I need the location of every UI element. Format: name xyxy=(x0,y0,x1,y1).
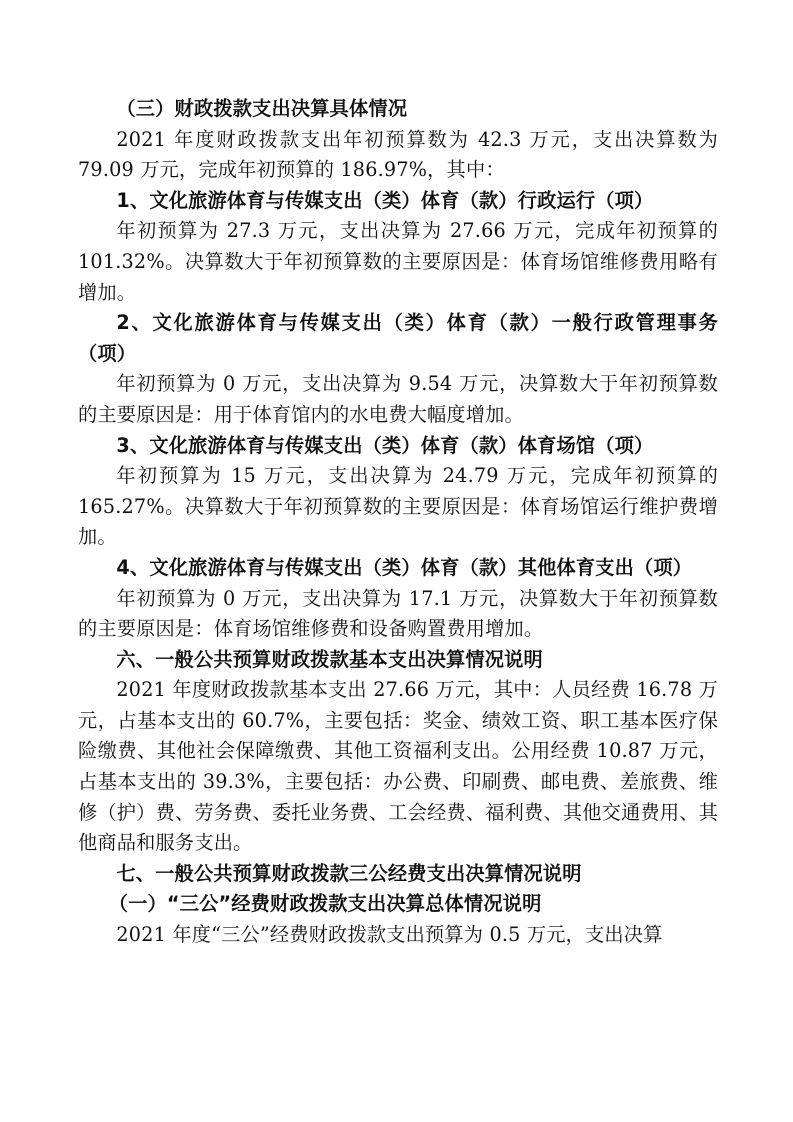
item-heading-2: 2、文化旅游体育与传媒支出（类）体育（款）一般行政管理事务（项） xyxy=(78,311,718,365)
subsection-heading-1: （一）“三公”经费财政拨款支出决算总体情况说明 xyxy=(108,892,542,916)
document-page xyxy=(78,94,718,951)
item-paragraph-2: 年初预算为 0 万元，支出决算为 9.54 万元，决算数大于年初预算数的主要原因是：用于体育馆内的水电费大幅度增加。 xyxy=(78,372,718,426)
item-heading-1: 1、文化旅游体育与传媒支出（类）体育（款）行政运行（项） xyxy=(116,188,654,212)
item-paragraph-1: 年初预算为 27.3 万元，支出决算为 27.66 万元，完成年初预算的 101.32%。决算数大于年初预算数的主要原因是：体育场馆维修费用略有增加。 xyxy=(78,219,718,304)
section-heading-7: 七、一般公共预算财政拨款三公经费支出决算情况说明 xyxy=(116,861,582,885)
three-public-paragraph: 2021 年度“三公”经费财政拨款支出预算为 0.5 万元，支出决算 xyxy=(116,923,663,947)
basic-expenditure-paragraph: 2021 年度财政拨款基本支出 27.66 万元，其中：人员经费 16.78 万元，占基本支出的 60.7%，主要包括：奖金、绩效工资、职工基本医疗保险缴费、其他社会保障缴费、其他工资福利支出。公用经费 10.87 万元，占基本支出的 39.3%，主要包括：办公费、印刷费、邮电费、差旅费、维修（护）费、劳务费、委托业务费、工会经费、福利费、其他交通费用、其他商品和服务支出。 xyxy=(78,678,718,855)
summary-paragraph: 2021 年度财政拨款支出年初预算数为 42.3 万元，支出决算数为 79.09 万元，完成年初预算的 186.97%，其中： xyxy=(78,127,718,182)
item-heading-3: 3、文化旅游体育与传媒支出（类）体育（款）体育场馆（项） xyxy=(116,433,654,457)
section-heading-6: 六、一般公共预算财政拨款基本支出决算情况说明 xyxy=(116,647,543,671)
item-heading-4: 4、文化旅游体育与传媒支出（类）体育（款）其他体育支出（项） xyxy=(116,555,693,579)
item-paragraph-4: 年初预算为 0 万元，支出决算为 17.1 万元，决算数大于年初预算数的主要原因是：体育场馆维修费和设备购置费用增加。 xyxy=(78,586,718,641)
item-paragraph-3: 年初预算为 15 万元，支出决算为 24.79 万元，完成年初预算的 165.27%。决算数大于年初预算数的主要原因是：体育场馆运行维护费增加。 xyxy=(78,464,718,549)
section-heading-3: （三）财政拨款支出决算具体情况 xyxy=(116,97,408,120)
